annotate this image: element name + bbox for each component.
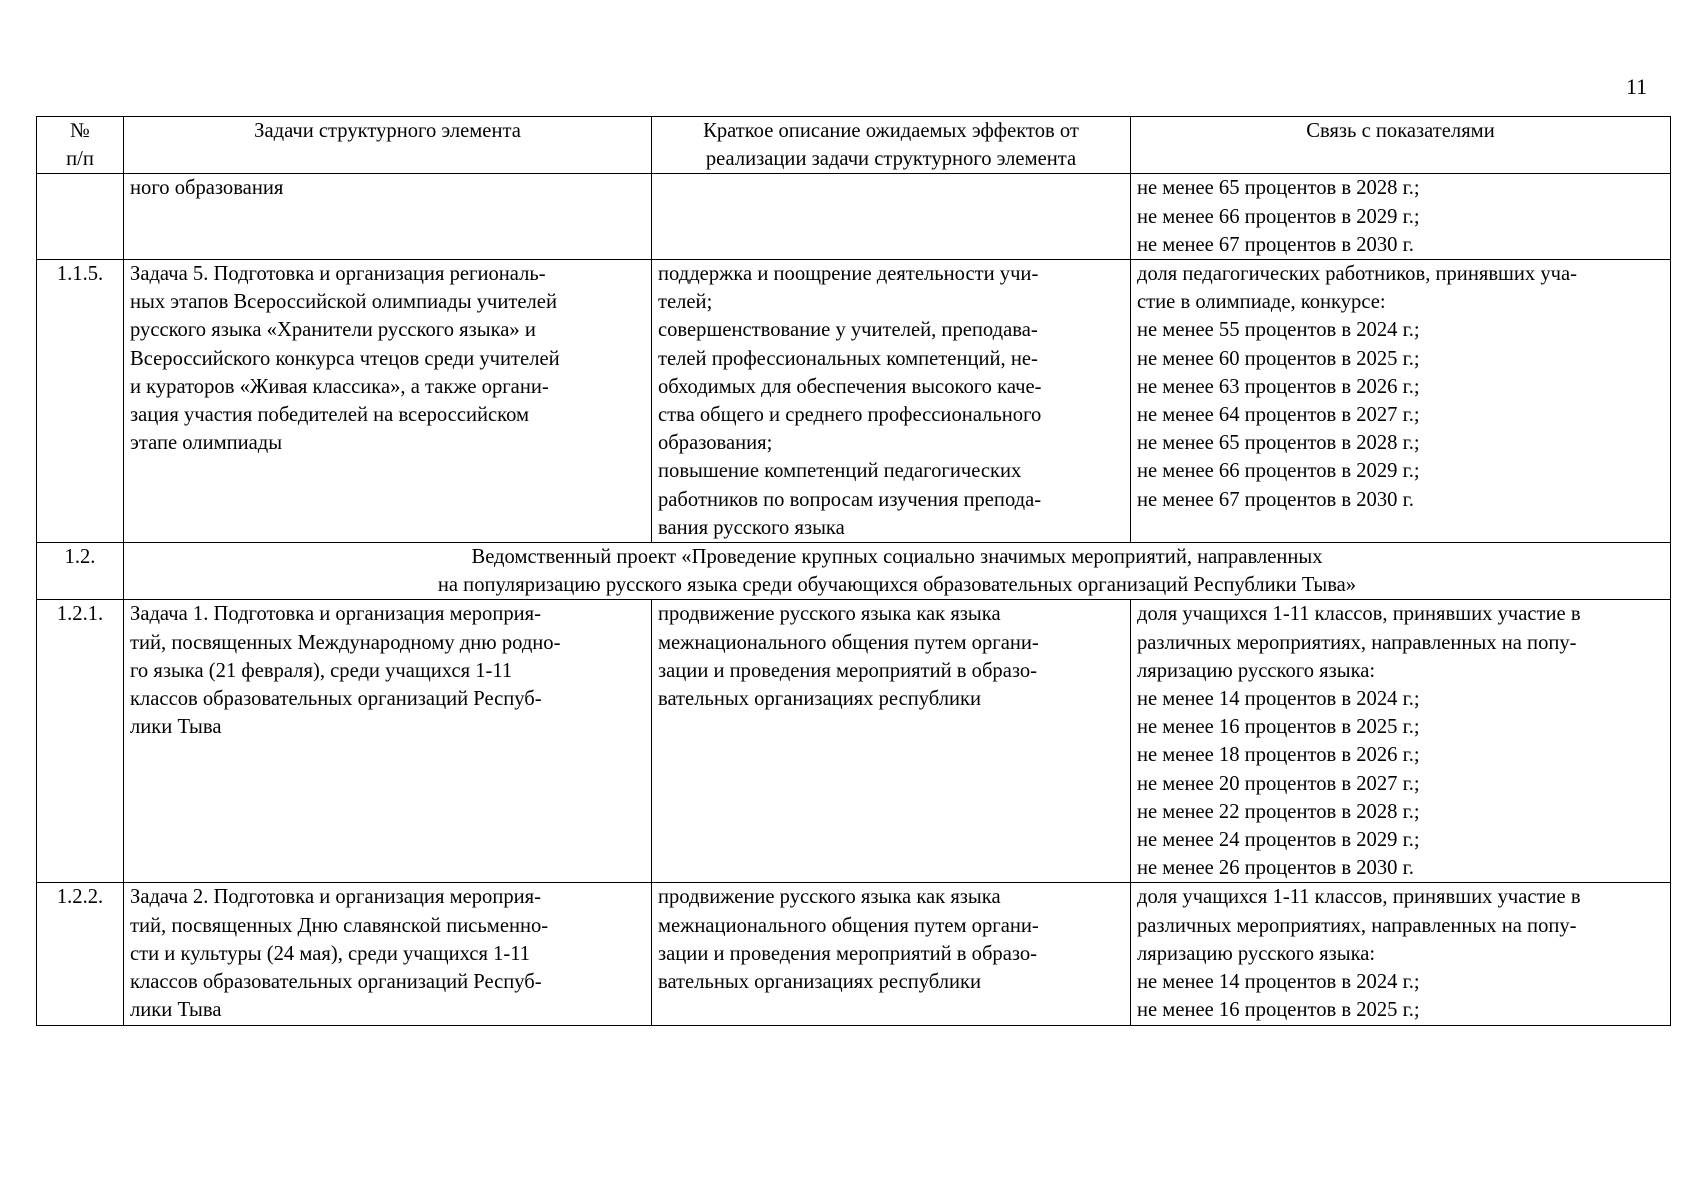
row-number <box>37 174 124 260</box>
row-number: 1.2.2. <box>37 883 124 1025</box>
task-line: Задача 2. Подготовка и организация мероприя- <box>130 886 541 909</box>
description-cell <box>652 600 1131 883</box>
indicator-line: ляризацию русского языка: <box>1137 659 1376 682</box>
header-num-line: п/п <box>66 148 94 171</box>
row-number: 1.1.5. <box>37 260 124 543</box>
description-line: образования; <box>658 432 773 455</box>
indicator-line: доля учащихся 1-11 классов, принявших участие в <box>1137 603 1581 626</box>
indicator-line: не менее 14 процентов в 2024 г.; <box>1137 688 1420 711</box>
indicator-line: не менее 16 процентов в 2025 г.; <box>1137 999 1420 1022</box>
task-line: Всероссийского конкурса чтецов среди учителей <box>130 347 560 370</box>
indicator-line: доля учащихся 1-11 классов, принявших участие в <box>1137 886 1581 909</box>
project-title <box>124 543 1671 600</box>
task-line: тий, посвященных Международному дню родно- <box>130 631 561 654</box>
indicator-line: не менее 26 процентов в 2030 г. <box>1137 857 1414 880</box>
indicator-line: стие в олимпиаде, конкурсе: <box>1137 291 1386 314</box>
row-number: 1.2.1. <box>37 600 124 883</box>
description-line: вания русского языка <box>658 516 845 539</box>
project-row <box>37 543 1671 600</box>
task-line: классов образовательных организаций Респуб- <box>130 971 542 994</box>
indicator-line: не менее 18 процентов в 2026 г.; <box>1137 744 1420 767</box>
indicator-line: доля педагогических работников, принявших уча- <box>1137 263 1578 286</box>
indicator-line: не менее 16 процентов в 2025 г.; <box>1137 716 1420 739</box>
description-line: обходимых для обеспечения высокого каче- <box>658 375 1042 398</box>
task-line: русского языка «Хранители русского языка» и <box>130 319 536 342</box>
header-task-line: Задачи структурного элемента <box>254 120 521 142</box>
task-line: го языка (21 февраля), среди учащихся 1-11 <box>130 659 513 682</box>
header-description-line: реализации задачи структурного элемента <box>705 148 1077 171</box>
indicator-line: различных мероприятиях, направленных на попу- <box>1137 631 1577 654</box>
indicator-line: не менее 55 процентов в 2024 г.; <box>1137 319 1420 342</box>
header-description-line: Краткое описание ожидаемых эффектов от <box>703 120 1079 142</box>
task-cell <box>124 260 652 543</box>
description-line: ства общего и среднего профессионального <box>658 404 1042 427</box>
task-cell <box>124 600 652 883</box>
description-line: зации и проведения мероприятий в образо- <box>658 942 1038 965</box>
indicator-line: не менее 64 процентов в 2027 г.; <box>1137 404 1420 427</box>
table-row <box>37 600 1671 883</box>
description-line: продвижение русского языка как языка <box>658 603 1001 626</box>
indicator-line: не менее 20 процентов в 2027 г.; <box>1137 772 1420 795</box>
task-cell <box>124 174 652 260</box>
description-line: вательных организациях республики <box>658 971 982 994</box>
table-header-row <box>37 117 1671 174</box>
task-line: классов образовательных организаций Респуб- <box>130 688 542 711</box>
indicator-line: не менее 65 процентов в 2028 г.; <box>1137 177 1420 200</box>
description-line: повышение компетенций педагогических <box>658 460 1022 483</box>
description-line: поддержка и поощрение деятельности учи- <box>658 263 1039 286</box>
description-line: продвижение русского языка как языка <box>658 886 1001 909</box>
task-line: ных этапов Всероссийской олимпиады учителей <box>130 291 557 314</box>
indicator-line: не менее 66 процентов в 2029 г.; <box>1137 205 1420 228</box>
indicator-line: не менее 24 процентов в 2029 г.; <box>1137 829 1420 852</box>
header-task <box>124 117 652 174</box>
description-line: телей профессиональных компетенций, не- <box>658 347 1038 370</box>
row-number: 1.2. <box>37 543 124 600</box>
table-row <box>37 260 1671 543</box>
indicator-line: различных мероприятиях, направленных на попу- <box>1137 914 1577 937</box>
indicator-line: не менее 22 процентов в 2028 г.; <box>1137 800 1420 823</box>
table-body <box>37 174 1671 1025</box>
description-line: совершенствование у учителей, преподава- <box>658 319 1038 342</box>
indicators-cell <box>1131 260 1671 543</box>
description-cell <box>652 883 1131 1025</box>
page-number: 11 <box>1626 74 1648 99</box>
task-line: лики Тыва <box>130 716 222 739</box>
indicator-line: не менее 67 процентов в 2030 г. <box>1137 233 1414 256</box>
header-num <box>37 117 124 174</box>
table-row <box>37 174 1671 260</box>
project-title-line: на популяризацию русского языка среди обучающихся образовательных организаций Республики Тыва» <box>437 574 1357 597</box>
description-line: работников по вопросам изучения препода- <box>658 488 1042 511</box>
task-line: зация участия победителей на всероссийском <box>130 404 530 427</box>
indicator-line: не менее 60 процентов в 2025 г.; <box>1137 347 1420 370</box>
indicator-line: не менее 65 процентов в 2028 г.; <box>1137 432 1420 455</box>
indicators-cell <box>1131 600 1671 883</box>
task-line: Задача 5. Подготовка и организация региональ- <box>130 263 546 286</box>
indicator-line: не менее 67 процентов в 2030 г. <box>1137 488 1414 511</box>
indicators-cell <box>1131 174 1671 260</box>
description-line: межнационального общения путем органи- <box>658 914 1039 937</box>
indicator-line: ляризацию русского языка: <box>1137 942 1376 965</box>
description-cell <box>652 174 1131 260</box>
table-row <box>37 883 1671 1025</box>
indicator-line: не менее 66 процентов в 2029 г.; <box>1137 460 1420 483</box>
indicator-line: не менее 14 процентов в 2024 г.; <box>1137 971 1420 994</box>
project-title-line: Ведомственный проект «Проведение крупных социально значимых мероприятий, направленных <box>471 546 1323 569</box>
indicators-cell <box>1131 883 1671 1025</box>
task-line: тий, посвященных Дню славянской письменно- <box>130 914 549 937</box>
header-indicators <box>1131 117 1671 174</box>
description-cell <box>652 260 1131 543</box>
description-line: вательных организациях республики <box>658 688 982 711</box>
task-line: ного образования <box>130 177 284 200</box>
description-line: телей; <box>658 291 713 314</box>
task-line: и кураторов «Живая классика», а также органи- <box>130 375 549 398</box>
indicator-line: не менее 63 процентов в 2026 г.; <box>1137 375 1420 398</box>
task-line: сти и культуры (24 мая), среди учащихся 1-11 <box>130 942 531 965</box>
header-indicators-line: Связь с показателями <box>1306 120 1495 142</box>
task-cell <box>124 883 652 1025</box>
header-description <box>652 117 1131 174</box>
task-line: Задача 1. Подготовка и организация мероприя- <box>130 603 541 626</box>
description-line: межнационального общения путем органи- <box>658 631 1039 654</box>
task-line: этапе олимпиады <box>130 432 283 455</box>
task-line: лики Тыва <box>130 999 222 1022</box>
description-line: зации и проведения мероприятий в образо- <box>658 659 1038 682</box>
goals-table <box>36 116 1671 1026</box>
header-num-line: № <box>70 120 90 142</box>
